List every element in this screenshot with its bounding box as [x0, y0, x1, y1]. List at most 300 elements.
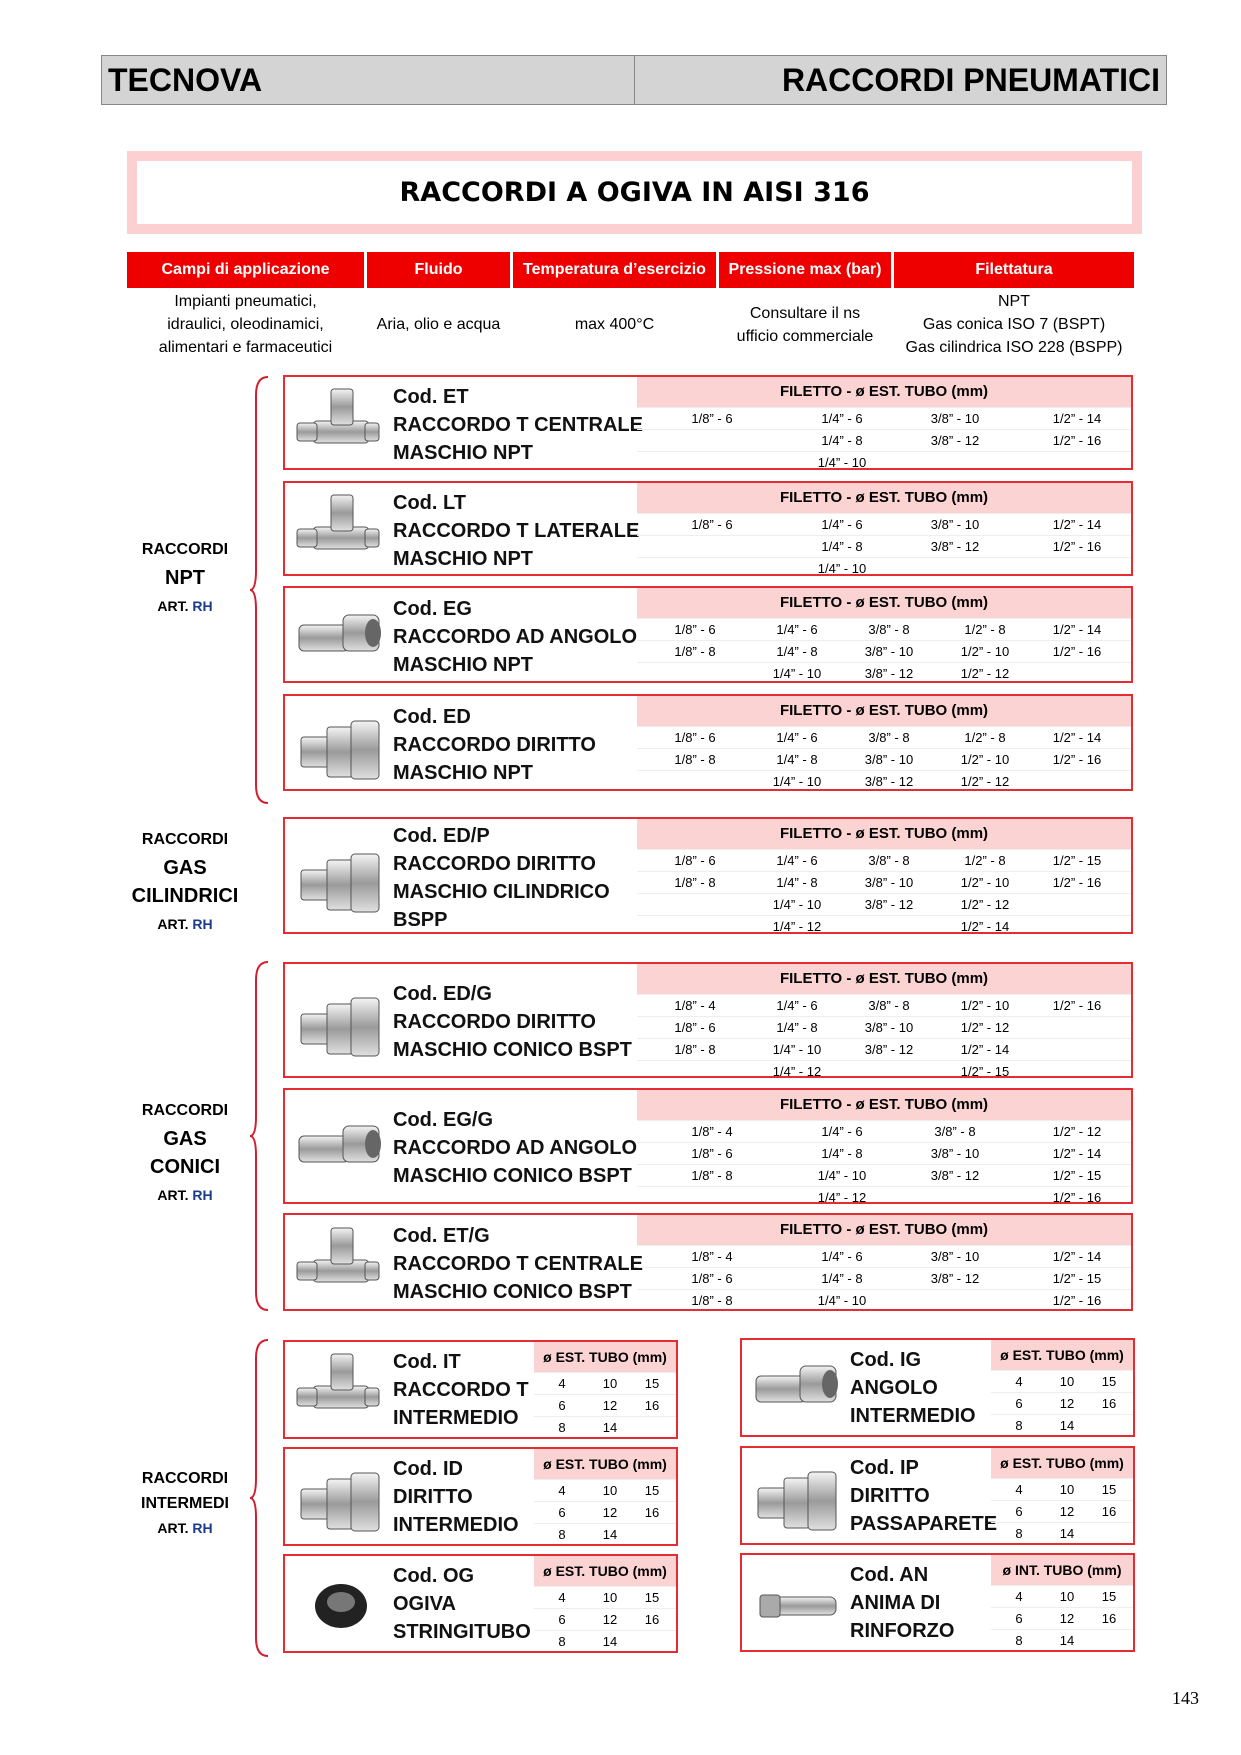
table-cell: 4 [558, 1376, 566, 1391]
table-row [534, 1479, 676, 1501]
product-card [283, 962, 1133, 1078]
table-cell: 1/2” - 12 [960, 774, 1010, 789]
table-cell: 1/4” - 10 [817, 1168, 867, 1183]
table-cell: 12 [602, 1398, 618, 1413]
table-cell: 3/8” - 12 [864, 774, 914, 789]
table-cell: 1/2” - 14 [1052, 517, 1102, 532]
table-cell: 1/2” - 14 [1052, 622, 1102, 637]
product-name-line: BSPP [393, 908, 448, 931]
table-cell: 1/4” - 8 [776, 875, 818, 890]
table-cell: 1/4” - 12 [817, 1190, 867, 1205]
product-code: Cod. ED/G [393, 983, 492, 1005]
fitting-image [293, 1455, 385, 1544]
table-cell: 1/2” - 14 [960, 919, 1010, 934]
table-row [534, 1501, 676, 1523]
group-label-npt: RACCORDI NPT ART. RH [141, 541, 229, 614]
table-cell: 15 [644, 1483, 660, 1498]
table-row [637, 1142, 1131, 1164]
table-cell: 4 [1015, 1374, 1023, 1389]
info-header-temperatura: Temperatura d’esercizio [513, 252, 716, 288]
table-cell: 1/2” - 16 [1052, 1293, 1102, 1308]
table-cell: 1/8” - 4 [674, 998, 716, 1013]
product-name-line: ANIMA DI [850, 1592, 941, 1614]
table-cell: 12 [1059, 1504, 1075, 1519]
table-cell: 1/2” - 15 [1052, 853, 1102, 868]
thread-size-table [637, 964, 1131, 1082]
table-cell: 16 [644, 1398, 660, 1413]
thread-size-table [637, 1090, 1131, 1208]
product-code: Cod. OG [393, 1565, 475, 1587]
table-cell: 1/4” - 6 [776, 622, 818, 637]
table-cell: 1/4” - 6 [821, 1124, 863, 1139]
table-row [637, 915, 1131, 937]
table-row [534, 1372, 676, 1394]
table-cell: 1/8” - 8 [674, 752, 716, 767]
table-cell: 1/8” - 4 [691, 1124, 733, 1139]
product-name-line: DIRITTO [850, 1485, 930, 1507]
table-cell: 15 [644, 1376, 660, 1391]
table-row [991, 1414, 1133, 1436]
product-name-line: MASCHIO NPT [393, 653, 533, 676]
product-description [393, 1348, 529, 1432]
product-description [850, 1561, 954, 1645]
table-cell: 1/8” - 6 [674, 622, 716, 637]
product-description [393, 383, 643, 467]
product-code: Cod. EG [393, 597, 472, 620]
fitting-image [293, 1222, 385, 1311]
table-cell: 1/2” - 16 [1052, 1190, 1102, 1205]
table-cell: 10 [1059, 1482, 1075, 1497]
table-cell: 1/2” - 14 [1052, 411, 1102, 426]
table-row [991, 1478, 1133, 1500]
table-cell: 15 [1101, 1482, 1117, 1497]
thread-table-header: FILETTO - ø EST. TUBO (mm) [637, 696, 1131, 726]
table-cell: 16 [644, 1505, 660, 1520]
info-header-filettatura: Filettatura [894, 252, 1134, 288]
table-row [637, 618, 1131, 640]
table-row [534, 1586, 676, 1608]
product-card [283, 817, 1133, 934]
table-row [637, 1289, 1131, 1311]
table-cell: 1/4” - 8 [776, 752, 818, 767]
table-cell: 1/4” - 8 [776, 644, 818, 659]
page-header [101, 55, 1167, 105]
table-cell: 1/4” - 12 [772, 1064, 822, 1079]
product-name-line: ANGOLO [850, 1377, 938, 1399]
product-description [393, 489, 639, 573]
product-name-line: RACCORDO DIRITTO [393, 733, 596, 756]
table-cell: 10 [602, 1483, 618, 1498]
table-cell: 1/8” - 6 [691, 517, 733, 532]
product-name-line: MASCHIO CONICO BSPT [393, 1165, 632, 1187]
table-cell: 10 [1059, 1374, 1075, 1389]
tube-size-table [991, 1340, 1133, 1436]
fitting-image [293, 1106, 385, 1195]
product-name-line: RACCORDO AD ANGOLO [393, 625, 638, 648]
product-name-line: MASCHIO NPT [393, 761, 533, 784]
table-row [534, 1523, 676, 1545]
table-row [637, 407, 1131, 429]
product-name-line: RINFORZO [850, 1620, 955, 1642]
product-name-line: MASCHIO CONICO BSPT [393, 1281, 632, 1303]
intermediate-product-card [283, 1554, 678, 1653]
table-row [637, 1267, 1131, 1289]
table-cell: 1/4” - 8 [776, 1020, 818, 1035]
header-divider [634, 56, 635, 104]
thread-table-header: FILETTO - ø EST. TUBO (mm) [637, 483, 1131, 513]
table-row [637, 557, 1131, 579]
thread-size-table [637, 1215, 1131, 1311]
table-cell: 1/2” - 10 [960, 875, 1010, 890]
table-cell: 1/4” - 8 [821, 433, 863, 448]
info-value-campi: Impianti pneumatici, idraulici, oleodinamici, alimentari e farmaceutici [158, 293, 333, 356]
table-cell: 1/2” - 8 [964, 853, 1006, 868]
tube-size-table [534, 1556, 676, 1652]
table-cell: 1/8” - 8 [674, 644, 716, 659]
tube-size-table [534, 1449, 676, 1545]
table-cell: 1/4” - 6 [776, 853, 818, 868]
product-description [850, 1346, 976, 1430]
product-description [393, 595, 637, 679]
table-cell: 1/2” - 14 [1052, 1146, 1102, 1161]
table-cell: 10 [602, 1590, 618, 1605]
table-cell: 16 [1101, 1396, 1117, 1411]
table-cell: 3/8” - 10 [930, 1146, 980, 1161]
table-cell: 1/2” - 16 [1052, 644, 1102, 659]
product-name-line: RACCORDO T [393, 1379, 529, 1401]
table-cell: 1/2” - 16 [1052, 539, 1102, 554]
thread-table-header: FILETTO - ø EST. TUBO (mm) [637, 377, 1131, 407]
product-description [850, 1454, 997, 1538]
fitting-image [293, 383, 385, 472]
table-cell: 8 [1015, 1633, 1023, 1648]
tube-table-header: ø EST. TUBO (mm) [991, 1448, 1133, 1478]
table-cell: 14 [602, 1420, 618, 1435]
product-name-line: RACCORDO AD ANGOLO [393, 1137, 638, 1159]
product-name-line: RACCORDO T LATERALE [393, 519, 640, 542]
table-cell: 3/8” - 12 [930, 1168, 980, 1183]
table-cell: 1/2” - 12 [960, 1020, 1010, 1035]
table-cell: 1/2” - 14 [1052, 730, 1102, 745]
fitting-image [293, 836, 385, 925]
table-row [637, 726, 1131, 748]
table-row [637, 1186, 1131, 1208]
table-cell: 8 [1015, 1418, 1023, 1433]
table-cell: 1/4” - 6 [776, 998, 818, 1013]
table-row [534, 1394, 676, 1416]
thread-table-header: FILETTO - ø EST. TUBO (mm) [637, 964, 1131, 994]
table-cell: 3/8” - 12 [864, 1042, 914, 1057]
table-cell: 3/8” - 10 [930, 1249, 980, 1264]
product-description [393, 1106, 637, 1190]
table-row [534, 1630, 676, 1652]
table-row [991, 1392, 1133, 1414]
product-name-line: MASCHIO NPT [393, 547, 533, 570]
table-cell: 12 [1059, 1611, 1075, 1626]
table-cell: 3/8” - 8 [868, 622, 910, 637]
table-cell: 1/4” - 10 [772, 774, 822, 789]
fitting-image [293, 703, 385, 792]
fitting-image [750, 1454, 842, 1543]
table-cell: 1/8” - 6 [674, 1020, 716, 1035]
table-cell: 6 [1015, 1396, 1023, 1411]
page-title: RACCORDI A OGIVA IN AISI 316 [127, 151, 1142, 234]
info-header-fluido: Fluido [367, 252, 510, 288]
fitting-image [293, 595, 385, 684]
product-card [283, 586, 1133, 683]
header-brand: TECNOVA [108, 62, 263, 98]
table-cell: 8 [558, 1420, 566, 1435]
fitting-image [293, 1348, 385, 1437]
brace-npt [248, 375, 272, 805]
product-description [393, 822, 610, 934]
table-cell: 14 [1059, 1526, 1075, 1541]
table-row [637, 748, 1131, 770]
table-cell: 3/8” - 12 [930, 539, 980, 554]
thread-table-header: FILETTO - ø EST. TUBO (mm) [637, 1215, 1131, 1245]
table-cell: 1/4” - 10 [817, 1293, 867, 1308]
table-cell: 1/8” - 6 [691, 411, 733, 426]
table-row [637, 1120, 1131, 1142]
table-cell: 1/2” - 12 [960, 666, 1010, 681]
table-cell: 1/4” - 10 [772, 1042, 822, 1057]
table-cell: 1/8” - 6 [674, 853, 716, 868]
product-code: Cod. IP [850, 1457, 919, 1479]
product-code: Cod. ID [393, 1458, 463, 1480]
product-description [393, 980, 632, 1064]
table-cell: 1/2” - 16 [1052, 998, 1102, 1013]
table-row [991, 1585, 1133, 1607]
info-value-filettatura: NPT Gas conica ISO 7 (BSPT) Gas cilindrica ISO 228 (BSPP) [905, 293, 1123, 356]
intermediate-product-card [740, 1553, 1135, 1652]
table-row [637, 994, 1131, 1016]
table-cell: 1/2” - 12 [960, 897, 1010, 912]
table-row [991, 1607, 1133, 1629]
thread-size-table [637, 819, 1131, 937]
table-row [637, 770, 1131, 792]
product-code: Cod. ED [393, 705, 471, 728]
table-cell: 12 [1059, 1396, 1075, 1411]
info-header-campi: Campi di applicazione [127, 252, 364, 288]
table-cell: 1/2” - 16 [1052, 752, 1102, 767]
table-cell: 1/2” - 10 [960, 644, 1010, 659]
table-cell: 4 [1015, 1589, 1023, 1604]
table-cell: 1/4” - 10 [772, 666, 822, 681]
table-row [991, 1629, 1133, 1651]
table-cell: 16 [1101, 1611, 1117, 1626]
table-cell: 3/8” - 10 [864, 752, 914, 767]
table-cell: 1/8” - 6 [691, 1271, 733, 1286]
table-cell: 1/4” - 10 [817, 561, 867, 576]
table-cell: 6 [558, 1612, 566, 1627]
table-cell: 4 [1015, 1482, 1023, 1497]
table-cell: 15 [1101, 1374, 1117, 1389]
thread-size-table [637, 588, 1131, 684]
product-name-line: MASCHIO NPT [393, 441, 533, 464]
product-card [283, 694, 1133, 791]
table-cell: 4 [558, 1483, 566, 1498]
table-cell: 3/8” - 10 [864, 644, 914, 659]
product-code: Cod. ED/P [393, 824, 490, 847]
table-cell: 14 [602, 1634, 618, 1649]
product-name-line: OGIVA [393, 1593, 456, 1615]
fitting-image [750, 1561, 842, 1650]
info-value-pressione: Consultare il ns ufficio commerciale [736, 305, 874, 345]
product-name-line: DIRITTO [393, 1486, 473, 1508]
table-cell: 1/4” - 6 [776, 730, 818, 745]
table-cell: 4 [558, 1590, 566, 1605]
table-cell: 3/8” - 12 [930, 1271, 980, 1286]
table-cell: 15 [644, 1590, 660, 1605]
product-code: Cod. LT [393, 491, 466, 514]
tube-table-header: ø EST. TUBO (mm) [534, 1556, 676, 1586]
table-cell: 3/8” - 8 [934, 1124, 976, 1139]
table-row [637, 451, 1131, 473]
table-row [991, 1522, 1133, 1544]
table-cell: 3/8” - 10 [930, 517, 980, 532]
info-header-pressione: Pressione max (bar) [719, 252, 891, 288]
table-cell: 6 [1015, 1504, 1023, 1519]
table-cell: 1/4” - 6 [821, 517, 863, 532]
table-cell: 1/2” - 16 [1052, 433, 1102, 448]
table-cell: 14 [1059, 1418, 1075, 1433]
table-cell: 8 [1015, 1526, 1023, 1541]
table-cell: 1/2” - 8 [964, 622, 1006, 637]
table-cell: 1/4” - 10 [817, 455, 867, 470]
table-cell: 3/8” - 10 [930, 411, 980, 426]
tube-size-table [534, 1342, 676, 1438]
table-row [637, 1060, 1131, 1082]
table-row [991, 1500, 1133, 1522]
table-row [637, 893, 1131, 915]
table-cell: 3/8” - 10 [864, 875, 914, 890]
product-code: Cod. ET/G [393, 1225, 490, 1247]
table-cell: 1/2” - 14 [1052, 1249, 1102, 1264]
table-cell: 3/8” - 10 [864, 1020, 914, 1035]
table-cell: 1/4” - 10 [772, 897, 822, 912]
table-cell: 1/4” - 6 [821, 411, 863, 426]
table-cell: 3/8” - 8 [868, 730, 910, 745]
table-cell: 14 [602, 1527, 618, 1542]
table-cell: 1/4” - 12 [772, 919, 822, 934]
table-cell: 8 [558, 1634, 566, 1649]
table-cell: 1/2” - 15 [1052, 1168, 1102, 1183]
table-cell: 1/2” - 15 [1052, 1271, 1102, 1286]
fitting-image [750, 1346, 842, 1435]
table-cell: 12 [602, 1505, 618, 1520]
product-card [283, 1088, 1133, 1204]
product-code: Cod. IT [393, 1351, 461, 1373]
product-name-line: RACCORDO DIRITTO [393, 1011, 596, 1033]
table-cell: 12 [602, 1612, 618, 1627]
tube-size-table [991, 1448, 1133, 1544]
product-name-line: MASCHIO CONICO BSPT [393, 1039, 632, 1061]
group-label-gas-conici: RACCORDI GAS CONICI ART. RH [141, 1102, 229, 1203]
table-cell: 1/4” - 8 [821, 539, 863, 554]
table-cell: 14 [1059, 1633, 1075, 1648]
brace-intermedi [248, 1338, 272, 1658]
table-cell: 16 [1101, 1504, 1117, 1519]
table-cell: 1/2” - 16 [1052, 875, 1102, 890]
table-cell: 1/4” - 8 [821, 1271, 863, 1286]
table-row [637, 871, 1131, 893]
table-cell: 1/2” - 15 [960, 1064, 1010, 1079]
info-value-temperatura: max 400°C [574, 316, 655, 333]
tube-table-header: ø INT. TUBO (mm) [991, 1555, 1133, 1585]
table-row [637, 849, 1131, 871]
table-cell: 6 [1015, 1611, 1023, 1626]
table-cell: 1/2” - 10 [960, 998, 1010, 1013]
table-cell: 1/8” - 8 [691, 1168, 733, 1183]
table-cell: 1/4” - 6 [821, 1249, 863, 1264]
table-row [637, 535, 1131, 557]
table-row [637, 513, 1131, 535]
table-row [637, 662, 1131, 684]
table-cell: 1/8” - 8 [674, 1042, 716, 1057]
thread-table-header: FILETTO - ø EST. TUBO (mm) [637, 588, 1131, 618]
product-name-line: INTERMEDIO [850, 1405, 976, 1427]
page-number: 143 [1172, 1688, 1199, 1708]
product-card [283, 481, 1133, 576]
table-row [637, 1016, 1131, 1038]
table-row [637, 1164, 1131, 1186]
table-cell: 15 [1101, 1589, 1117, 1604]
table-row [637, 1038, 1131, 1060]
intermediate-product-card [283, 1340, 678, 1439]
product-description [393, 1222, 643, 1306]
table-cell: 1/2” - 8 [964, 730, 1006, 745]
product-card [283, 1213, 1133, 1311]
product-description [393, 703, 596, 787]
thread-table-header: FILETTO - ø EST. TUBO (mm) [637, 819, 1131, 849]
info-value-fluido: Aria, olio e acqua [376, 316, 501, 333]
table-cell: 10 [1059, 1589, 1075, 1604]
product-description [393, 1562, 531, 1646]
group-label-gas-cilindrici: RACCORDI GAS CILINDRICI ART. RH [131, 831, 239, 932]
table-cell: 1/4” - 8 [821, 1146, 863, 1161]
thread-size-table [637, 377, 1131, 473]
table-cell: 8 [558, 1527, 566, 1542]
tube-table-header: ø EST. TUBO (mm) [534, 1449, 676, 1479]
product-code: Cod. IG [850, 1349, 922, 1371]
table-cell: 1/8” - 6 [674, 730, 716, 745]
table-cell: 6 [558, 1398, 566, 1413]
table-cell: 1/8” - 8 [691, 1293, 733, 1308]
table-cell: 6 [558, 1505, 566, 1520]
fitting-image [293, 489, 385, 578]
intermediate-product-card [283, 1447, 678, 1546]
product-name-line: MASCHIO CILINDRICO [393, 880, 610, 903]
table-row [534, 1416, 676, 1438]
thread-size-table [637, 483, 1131, 579]
tube-size-table [991, 1555, 1133, 1651]
product-name-line: RACCORDO T CENTRALE [393, 413, 643, 436]
table-cell: 1/8” - 6 [691, 1146, 733, 1161]
table-cell: 3/8” - 8 [868, 853, 910, 868]
fitting-image [293, 980, 385, 1069]
table-cell: 3/8” - 12 [930, 433, 980, 448]
intermediate-product-card [740, 1338, 1135, 1437]
table-cell: 1/8” - 4 [691, 1249, 733, 1264]
product-code: Cod. EG/G [393, 1109, 493, 1131]
product-name-line: INTERMEDIO [393, 1514, 519, 1536]
table-cell: 1/2” - 10 [960, 752, 1010, 767]
fitting-image [293, 1562, 385, 1651]
product-name-line: INTERMEDIO [393, 1407, 519, 1429]
product-name-line: STRINGITUBO [393, 1621, 531, 1643]
product-description [393, 1455, 519, 1539]
product-name-line: PASSAPARETE [850, 1513, 998, 1535]
